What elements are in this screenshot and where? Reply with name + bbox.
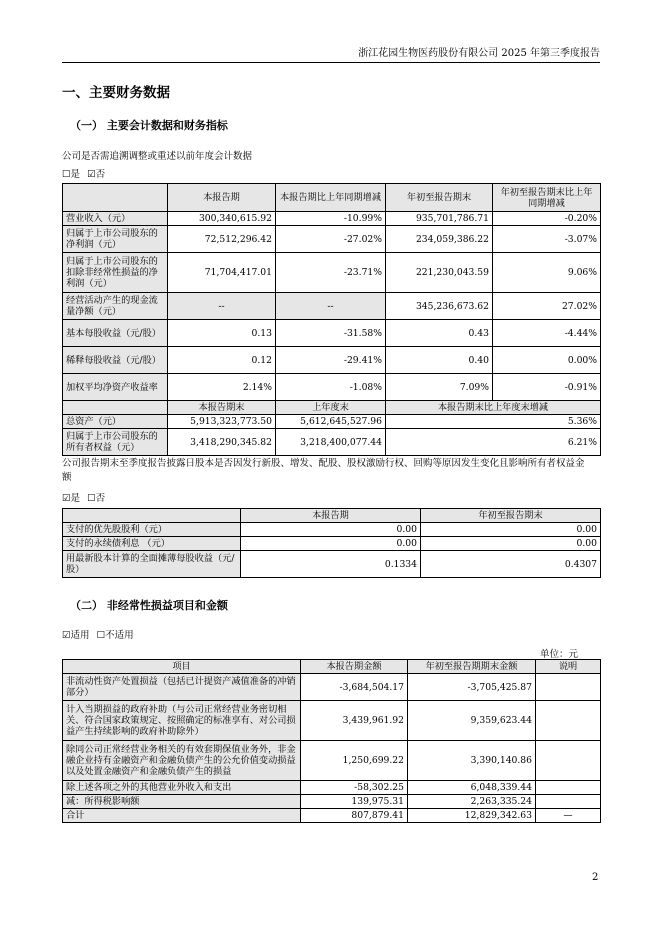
t1-header-blank	[63, 184, 168, 212]
option-no: 否	[95, 169, 106, 180]
row-label: 营业收入（元）	[63, 212, 168, 226]
cell-value: 139,975.31	[301, 795, 408, 809]
cell-value: 2.14%	[168, 374, 276, 401]
t1-header2-blank	[63, 401, 168, 415]
restatement-options	[62, 166, 105, 180]
checkbox-yes-icon[interactable]: ☐	[62, 169, 71, 180]
cell-value: 0.00	[421, 537, 601, 551]
option-yes: 是	[70, 493, 81, 504]
cell-value: -31.58%	[276, 320, 386, 347]
diluted-eps-table	[62, 508, 601, 578]
cell-value: -3,705,425.87	[408, 674, 536, 701]
table-row	[63, 795, 601, 809]
cell-value: 27.02%	[493, 293, 601, 320]
cell-notes	[536, 795, 601, 809]
cell-value: 807,879.41	[301, 809, 408, 823]
restatement-question: 公司是否需追溯调整或重述以前年度会计数据	[62, 151, 253, 162]
t1-header2-change: 本报告期末比上年度末增减	[386, 401, 601, 415]
cell-value: 0.4307	[421, 551, 601, 578]
cell-value: 0.12	[168, 347, 276, 374]
row-label: 归属于上市公司股东的扣除非经常性损益的净利润（元）	[63, 253, 168, 293]
table-row	[63, 374, 601, 401]
cell-value: -4.44%	[493, 320, 601, 347]
row-label: 稀释每股收益（元/股）	[63, 347, 168, 374]
share-change-question: 公司报告期末至季度报告披露日股本是否因发行新股、增发、配股、股权激励行权、回购等原因发生变化且影响所有者权益金额	[62, 458, 585, 483]
row-label: 减：所得税影响额	[63, 795, 301, 809]
row-label: 归属于上市公司股东的所有者权益（元）	[63, 429, 168, 456]
non-recurring-items-table	[62, 659, 601, 823]
cell-value: 6.21%	[386, 429, 601, 456]
section-title: 一、主要财务数据	[62, 85, 170, 101]
cell-value: -58,302.25	[301, 781, 408, 795]
cell-value: --	[276, 293, 386, 320]
row-label: 支付的永续债利息 （元）	[63, 537, 241, 551]
cell-value: 0.00%	[493, 347, 601, 374]
cell-value: 345,236,673.62	[386, 293, 493, 320]
table-row	[63, 212, 601, 226]
row-label: 加权平均净资产收益率	[63, 374, 168, 401]
row-label: 除同公司正常经营业务相关的有效套期保值业务外，非金融企业持有金融资产和金融负债产生的公允价值变动损益以及处置金融资产和金融负债产生的损益	[63, 741, 301, 781]
table-row	[63, 320, 601, 347]
table-row	[63, 226, 601, 253]
cell-value: 72,512,296.42	[168, 226, 276, 253]
row-label: 非流动性资产处置损益（包括已计提资产减值准备的冲销部分）	[63, 674, 301, 701]
row-label: 经营活动产生的现金流量净额（元）	[63, 293, 168, 320]
table-row	[63, 674, 601, 701]
t1-header2-period-end: 本报告期末	[168, 401, 276, 415]
checkbox-na-icon[interactable]: ☐	[96, 630, 106, 641]
checkbox-yes-icon[interactable]: ☑	[62, 493, 71, 504]
checkbox-no-icon[interactable]: ☑	[87, 169, 96, 180]
row-label: 基本每股收益（元/股）	[63, 320, 168, 347]
cell-notes	[536, 741, 601, 781]
table-row	[63, 429, 601, 456]
t3-header-item: 项目	[63, 660, 301, 674]
page-number: 2	[592, 872, 599, 883]
applicability-options	[62, 627, 134, 641]
table-row	[63, 347, 601, 374]
table-row	[63, 253, 601, 293]
option-apply: 适用	[70, 630, 90, 641]
t2-header-blank	[63, 509, 241, 523]
row-label: 计入当期损益的政府补助（与公司正常经营业务密切相关、符合国家政策规定、按照确定的标准享有、对公司损益产生持续影响的政府补助除外）	[63, 701, 301, 741]
t1-header-ytd: 年初至报告期末	[386, 184, 493, 212]
cell-value: -3,684,504.17	[301, 674, 408, 701]
report-header: 浙江花园生物医药股份有限公司 2025 年第三季度报告	[358, 48, 600, 59]
subsection-title-2: （二） 非经常性损益项目和金额	[70, 599, 228, 612]
cell-notes: —	[536, 809, 601, 823]
cell-notes	[536, 674, 601, 701]
t3-header-notes: 说明	[536, 660, 601, 674]
cell-value: 0.00	[241, 523, 421, 537]
financial-indicators-table	[62, 183, 601, 456]
row-label: 合计	[63, 809, 301, 823]
cell-value: -29.41%	[276, 347, 386, 374]
cell-value: -0.20%	[493, 212, 601, 226]
row-label: 支付的优先股股利（元）	[63, 523, 241, 537]
cell-value: -0.91%	[493, 374, 601, 401]
cell-value: 0.13	[168, 320, 276, 347]
cell-value: 3,439,961.92	[301, 701, 408, 741]
option-na: 不适用	[105, 630, 134, 641]
cell-value: 3,218,400,077.44	[276, 429, 386, 456]
cell-value: -10.99%	[276, 212, 386, 226]
cell-value: 5,913,323,773.50	[168, 415, 276, 429]
t2-header-current: 本报告期	[241, 509, 421, 523]
cell-value: -23.71%	[276, 253, 386, 293]
table-row	[63, 523, 601, 537]
table-row	[63, 551, 601, 578]
cell-value: 221,230,043.59	[386, 253, 493, 293]
table-row	[63, 809, 601, 823]
row-label: 除上述各项之外的其他营业外收入和支出	[63, 781, 301, 795]
cell-value: 0.00	[241, 537, 421, 551]
cell-value: -27.02%	[276, 226, 386, 253]
cell-notes	[536, 701, 601, 741]
cell-value: 71,704,417.01	[168, 253, 276, 293]
cell-value: 234,059,386.22	[386, 226, 493, 253]
table-row	[63, 781, 601, 795]
cell-value: 935,701,786.71	[386, 212, 493, 226]
table-row	[63, 701, 601, 741]
cell-value: 5,612,645,527.96	[276, 415, 386, 429]
t3-header-current: 本报告期金额	[301, 660, 408, 674]
option-yes: 是	[70, 169, 81, 180]
cell-value: 1,250,699.22	[301, 741, 408, 781]
table-row	[63, 293, 601, 320]
t3-header-ytd: 年初至报告期期末金额	[408, 660, 536, 674]
cell-value: 3,418,290,345.82	[168, 429, 276, 456]
cell-value: 0.40	[386, 347, 493, 374]
cell-value: 3,390,140.86	[408, 741, 536, 781]
cell-notes	[536, 781, 601, 795]
table-row	[63, 741, 601, 781]
cell-value: 7.09%	[386, 374, 493, 401]
cell-value: 0.00	[421, 523, 601, 537]
unit-label: 单位：元	[540, 649, 579, 660]
cell-value: 6,048,339.44	[408, 781, 536, 795]
cell-value: 9,359,623.44	[408, 701, 536, 741]
t1-header-current: 本报告期	[168, 184, 276, 212]
t1-header-current-change: 本报告期比上年同期增减	[276, 184, 386, 212]
t1-header2-prior-year-end: 上年度末	[276, 401, 386, 415]
subsection-title-1: （一） 主要会计数据和财务指标	[70, 119, 228, 132]
cell-value: 9.06%	[493, 253, 601, 293]
cell-value: 5.36%	[386, 415, 601, 429]
cell-value: -3.07%	[493, 226, 601, 253]
cell-value: 0.1334	[241, 551, 421, 578]
cell-value: -1.08%	[276, 374, 386, 401]
share-change-options	[62, 490, 105, 504]
cell-value: 0.43	[386, 320, 493, 347]
cell-value: 2,263,335.24	[408, 795, 536, 809]
t2-header-ytd: 年初至报告期末	[421, 509, 601, 523]
cell-value: 12,829,342.63	[408, 809, 536, 823]
cell-value: --	[168, 293, 276, 320]
checkbox-no-icon[interactable]: ☐	[87, 493, 96, 504]
cell-value: 300,340,615.92	[168, 212, 276, 226]
checkbox-apply-icon[interactable]: ☑	[62, 630, 71, 641]
table-row	[63, 537, 601, 551]
t1-header-ytd-change: 年初至报告期末比上年同期增减	[493, 184, 601, 212]
header-divider	[62, 62, 600, 63]
row-label: 归属于上市公司股东的净利润（元）	[63, 226, 168, 253]
table-row	[63, 415, 601, 429]
option-no: 否	[95, 493, 106, 504]
row-label: 总资产（元）	[63, 415, 168, 429]
row-label: 用最新股本计算的全面摊薄每股收益（元/股）	[63, 551, 241, 578]
